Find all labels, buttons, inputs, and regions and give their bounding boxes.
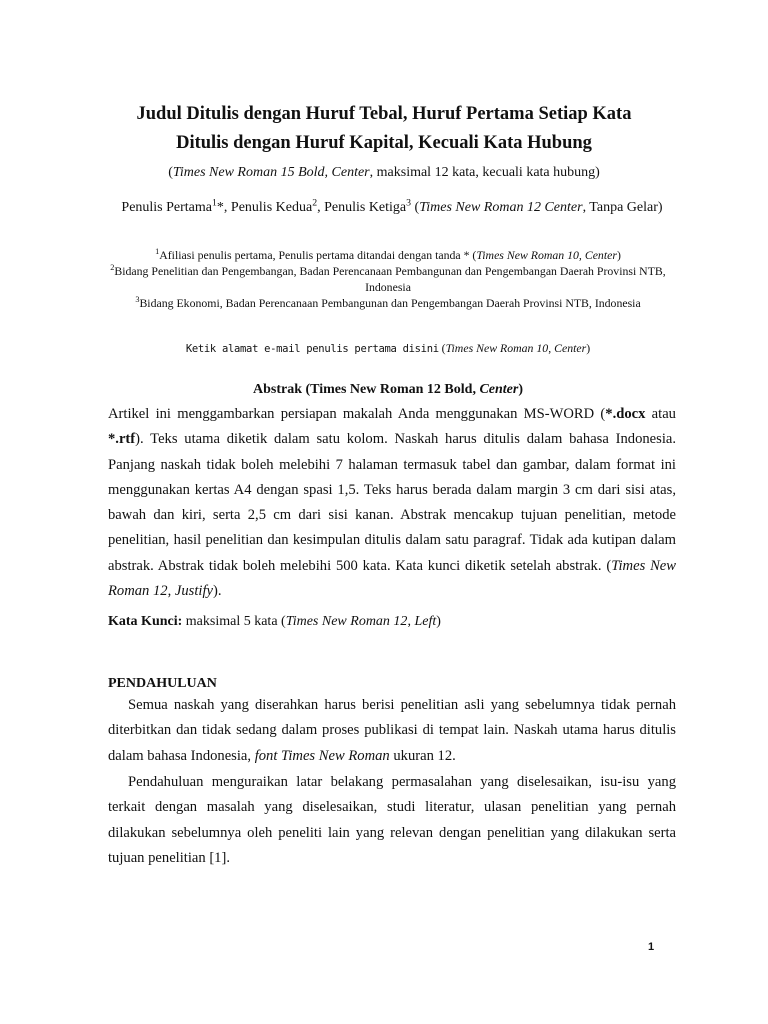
email-placeholder: Ketik alamat e-mail penulis pertama disini bbox=[185, 343, 439, 355]
subtitle-rest: , maksimal 12 kata, kecuali kata hubung) bbox=[369, 165, 600, 180]
affiliation-3 bbox=[100, 295, 676, 311]
affiliation-1-italic: Times New Roman 10, Center bbox=[476, 248, 617, 262]
author-1: Penulis Pertama bbox=[121, 200, 213, 215]
abstract-text-1: Artikel ini menggambarkan persiapan makalah Anda menggunakan MS-WORD ( bbox=[108, 406, 606, 422]
author-2-affil-sup: 2 bbox=[312, 197, 318, 209]
intro-p1-italic: font Times New Roman bbox=[254, 747, 390, 764]
affiliations bbox=[100, 247, 676, 311]
keywords-close: ) bbox=[436, 614, 441, 629]
keywords-label: Kata Kunci: bbox=[108, 614, 183, 629]
author-note-rest: , Tanpa Gelar) bbox=[582, 200, 663, 215]
author-3: Penulis Ketiga bbox=[324, 200, 407, 215]
title-format-note bbox=[100, 163, 668, 183]
author-list bbox=[108, 198, 676, 218]
subtitle-italic: Times New Roman 15 Bold, Center bbox=[172, 165, 370, 180]
email-note-open: ( bbox=[438, 341, 446, 355]
title-line-1: Judul Ditulis dengan Huruf Tebal, Huruf Pertama Setiap Kata bbox=[136, 104, 632, 124]
abstract-body bbox=[108, 402, 676, 604]
author-separator: , bbox=[317, 200, 325, 215]
abstract-italic-2: Justify bbox=[174, 583, 213, 600]
abstract-docx: *.docx bbox=[605, 406, 646, 422]
introduction-paragraph-2: Pendahuluan menguraikan latar belakang permasalahan yang diselesaikan, isu-isu yang terkait dengan masalah yang diselesaikan, studi literatur, ulasan penelitian yang pernah dilakukan sebelumnya oleh peneliti lain yang relevan dengan penelitian yang dilakukan serta tujuan penelitian [1]. bbox=[108, 774, 676, 866]
author-note-open: ( bbox=[411, 200, 420, 215]
keywords-italic-1: Times New Roman 12 bbox=[285, 614, 408, 629]
intro-p1-end: ukuran 12. bbox=[389, 747, 456, 764]
corresponding-mark: *, bbox=[216, 200, 231, 215]
keywords-comma: , bbox=[407, 614, 415, 629]
section-heading-introduction: PENDAHULUAN bbox=[108, 676, 217, 691]
author-1-affil-sup: 1 bbox=[212, 197, 217, 209]
affiliation-1-text: Afiliasi penulis pertama, Penulis pertama ditandai dengan tanda * ( bbox=[159, 248, 477, 262]
email-line bbox=[100, 340, 676, 357]
intro-p1-text: Semua naskah yang diserahkan harus berisi penelitian asli yang sebelumnya tidak pernah diterbitkan dan tidak sedang dalam proses publikasi di tempat lain. Naskah utama harus ditulis dalam bahasa Indonesia, bbox=[108, 697, 676, 764]
abstract-heading-close: ) bbox=[518, 382, 524, 397]
keywords bbox=[108, 612, 676, 632]
abstract-italic-1: Times New Roman 12 bbox=[108, 557, 677, 600]
keywords-italic-2: Left bbox=[414, 614, 437, 629]
affiliation-1 bbox=[100, 247, 676, 263]
affiliation-2 bbox=[100, 263, 676, 295]
affiliation-1-sup: 1 bbox=[155, 247, 160, 257]
abstract-heading-italic: Center bbox=[479, 382, 519, 397]
affiliation-1-close: ) bbox=[616, 248, 621, 262]
abstract-rtf: *.rtf bbox=[108, 431, 136, 448]
email-note-italic-2: Center bbox=[554, 341, 587, 355]
abstract-comma: , bbox=[167, 583, 175, 600]
abstract-text-4: ). bbox=[213, 583, 222, 600]
introduction-paragraph-1 bbox=[108, 693, 676, 769]
email-note-comma: , bbox=[548, 341, 555, 355]
author-3-affil-sup: 3 bbox=[406, 197, 412, 209]
affiliation-2-text: Bidang Penelitian dan Pengembangan, Badan Perencanaan Pembangunan dan Pengembangan Daerah Provinsi NTB, Indonesia bbox=[114, 264, 666, 294]
email-note-close: ) bbox=[586, 341, 591, 355]
author-note-italic: Times New Roman 12 Center bbox=[419, 200, 583, 215]
page-number: 1 bbox=[648, 941, 655, 953]
email-note-italic-1: Times New Roman 10 bbox=[445, 341, 549, 355]
subtitle-open: ( bbox=[168, 165, 173, 180]
keywords-text: maksimal 5 kata ( bbox=[182, 614, 286, 629]
paper-title bbox=[100, 100, 668, 158]
affiliation-3-text: Bidang Ekonomi, Badan Perencanaan Pembangunan dan Pengembangan Daerah Provinsi NTB, Indonesia bbox=[139, 296, 641, 310]
title-line-2: Ditulis dengan Huruf Kapital, Kecuali Kata Hubung bbox=[176, 133, 592, 153]
affiliation-3-sup: 3 bbox=[135, 295, 140, 305]
affiliation-2-sup: 2 bbox=[110, 263, 115, 273]
abstract-text-3: ). Teks utama diketik dalam satu kolom. Naskah harus ditulis dalam bahasa Indonesia. Panjang naskah tidak boleh melebihi 7 halaman termasuk tabel dan gambar, dalam format ini menggunakan kertas A4 dengan spasi 1,5. Teks harus berada dalam margin 3 cm dari sisi atas, bawah dan kiri, serta 2,5 cm dari sisi kanan. Abstrak mencakup tujuan penelitian, metode penelitian, hasil penelitian dan kesimpulan ditulis dalam satu paragraf. Tidak ada kutipan dalam abstrak. Abstrak tidak boleh melebihi 500 kata. Kata kunci diketik setelah abstrak. ( bbox=[108, 431, 676, 574]
abstract-heading bbox=[100, 380, 676, 400]
author-2: Penulis Kedua bbox=[230, 200, 313, 215]
abstract-text-2: atau bbox=[645, 406, 676, 422]
abstract-heading-text: Abstrak (Times New Roman 12 Bold, bbox=[252, 382, 480, 397]
